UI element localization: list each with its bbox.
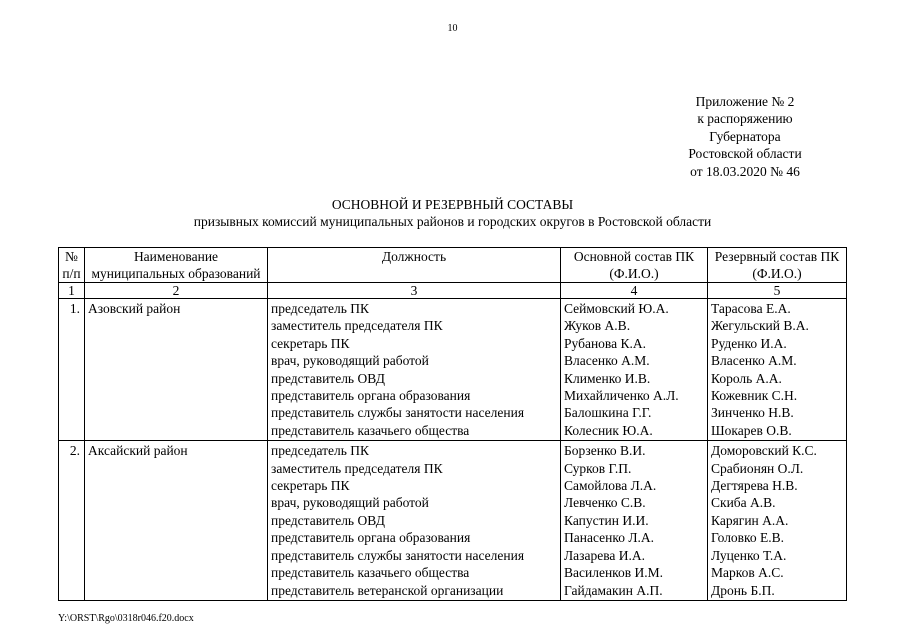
main-members-item: Василенков И.М. <box>564 565 664 581</box>
positions-item: секретарь ПК <box>271 335 350 351</box>
positions-item: представитель казачьего общества <box>271 565 470 581</box>
main-members-item: Колесник Ю.А. <box>564 422 653 438</box>
main-members-item: Рубанова К.А. <box>564 335 646 351</box>
reserve-members-item: Дронь Б.П. <box>711 582 775 598</box>
column-number: 5 <box>708 283 847 299</box>
file-path: Y:\ORST\Rgo\0318r046.f20.docx <box>58 613 194 624</box>
positions-item: заместитель председателя ПК <box>271 318 443 334</box>
main-members-item: Панасенко Л.А. <box>564 530 654 546</box>
header-number: № п/п <box>59 248 85 283</box>
positions-item: секретарь ПК <box>271 478 350 494</box>
reserve-members-cell <box>708 299 847 441</box>
main-members-item: Левченко С.В. <box>564 495 646 511</box>
positions-item: представитель органа образования <box>271 388 471 404</box>
document-subtitle: призывных комиссий муниципальных районов и городских округов в Ростовской области <box>193 214 712 229</box>
reserve-members-item: Кожевник С.Н. <box>711 388 798 404</box>
reserve-members-item: Зинченко Н.В. <box>711 405 794 421</box>
reserve-members-item: Власенко А.М. <box>711 353 797 369</box>
municipality-name: Аксайский район <box>85 441 268 601</box>
appendix-line: от 18.03.2020 № 46 <box>690 163 800 179</box>
reserve-members-item: Тарасова Е.А. <box>711 301 791 316</box>
reserve-members-item: Жегульский В.А. <box>711 318 809 334</box>
main-members-item: Жуков А.В. <box>564 318 631 334</box>
appendix-line: к распоряжению <box>697 111 793 127</box>
positions-item: представитель органа образования <box>271 530 471 546</box>
commission-table <box>58 247 847 601</box>
positions-cell <box>268 299 561 441</box>
main-members-item: Лазарева И.А. <box>564 547 646 563</box>
reserve-members-item: Доморовский К.С. <box>711 443 817 459</box>
positions-item: представитель казачьего общества <box>271 422 470 438</box>
column-number: 4 <box>561 283 708 299</box>
positions-item: представитель службы занятости населения <box>271 547 525 563</box>
main-members-item: Власенко А.М. <box>564 353 650 369</box>
header-reserve-composition: Резервный состав ПК (Ф.И.О.) <box>708 248 847 283</box>
main-members-cell <box>561 299 708 441</box>
reserve-members-item: Шокарев О.В. <box>711 422 792 438</box>
municipality-name: Азовский район <box>85 299 268 441</box>
reserve-members-item: Дегтярева Н.В. <box>711 478 798 494</box>
reserve-members-item: Луценко Т.А. <box>711 547 787 563</box>
reserve-members-cell <box>708 441 847 601</box>
positions-item: представитель ветеранской организации <box>271 582 504 598</box>
reserve-members-item: Марков А.С. <box>711 565 784 581</box>
main-members-item: Самойлова Л.А. <box>564 478 657 494</box>
appendix-line: Ростовской области <box>688 146 802 162</box>
header-municipality: Наименование муниципальных образований <box>85 248 268 283</box>
appendix-line: Приложение № 2 <box>695 94 795 109</box>
reserve-members-item: Руденко И.А. <box>711 335 787 351</box>
positions-cell <box>268 441 561 601</box>
positions-item: представитель ОВД <box>271 512 385 528</box>
header-position: Должность <box>268 248 561 283</box>
positions-item: врач, руководящий работой <box>271 495 429 511</box>
table-header-row <box>59 248 847 283</box>
column-number: 1 <box>59 283 85 299</box>
main-members-item: Капустин И.И. <box>564 512 649 528</box>
reserve-members-item: Срабионян О.Л. <box>711 460 804 476</box>
appendix-block <box>650 93 840 180</box>
positions-item: заместитель председателя ПК <box>271 460 443 476</box>
main-members-item: Балошкина Г.Г. <box>564 405 652 421</box>
document-title: ОСНОВНОЙ И РЕЗЕРВНЫЙ СОСТАВЫ <box>331 197 574 212</box>
main-members-item: Михайличенко А.Л. <box>564 388 679 404</box>
positions-item: представитель службы занятости населения <box>271 405 525 421</box>
main-members-item: Клименко И.В. <box>564 370 651 386</box>
reserve-members-item: Головко Е.В. <box>711 530 785 546</box>
appendix-line: Губернатора <box>709 128 781 144</box>
main-members-item: Сеймовский Ю.А. <box>564 301 669 316</box>
row-number: 2. <box>59 441 85 601</box>
column-number: 2 <box>85 283 268 299</box>
column-number-row <box>59 283 847 299</box>
reserve-members-item: Карягин А.А. <box>711 512 789 528</box>
main-members-cell <box>561 441 708 601</box>
positions-item: врач, руководящий работой <box>271 353 429 369</box>
reserve-members-item: Король А.А. <box>711 370 782 386</box>
column-number: 3 <box>268 283 561 299</box>
main-members-item: Сурков Г.П. <box>564 460 632 476</box>
positions-item: председатель ПК <box>271 301 370 316</box>
main-members-item: Борзенко В.И. <box>564 443 646 459</box>
reserve-members-item: Скиба А.В. <box>711 495 776 511</box>
header-main-composition: Основной состав ПК (Ф.И.О.) <box>561 248 708 283</box>
table-row <box>59 299 847 441</box>
page-number: 10 <box>447 23 458 34</box>
main-members-item: Гайдамакин А.П. <box>564 582 663 598</box>
table-row <box>59 441 847 601</box>
positions-item: представитель ОВД <box>271 370 385 386</box>
row-number: 1. <box>59 299 85 441</box>
positions-item: председатель ПК <box>271 443 370 459</box>
